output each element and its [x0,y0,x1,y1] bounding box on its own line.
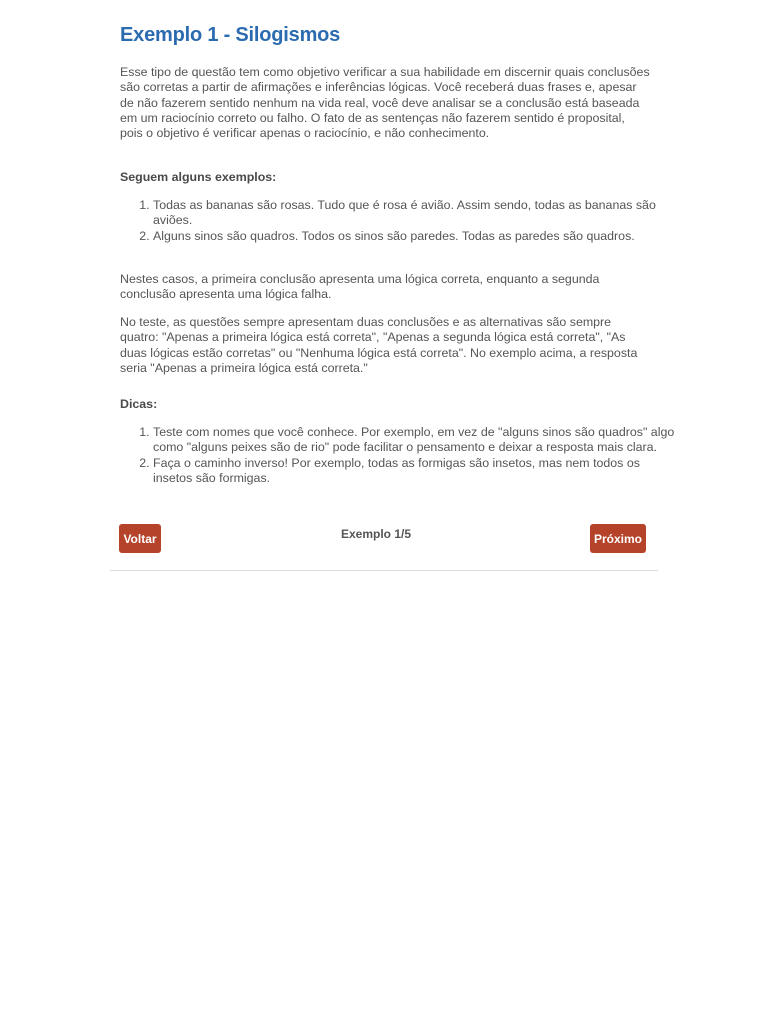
divider [110,570,658,571]
test-info-paragraph: No teste, as questões sempre apresentam duas conclusões e as alternativas são sempre quatro: "Apenas a primeira lógica está correta", "Apenas a segunda lógica está correta", "As duas lógicas estão corretas" ou "Nenhuma lógica está correta". No exemplo acima, a resposta seria "Apenas a primeira lógica está correta." [120,315,638,375]
back-button[interactable]: Voltar [119,524,161,553]
conclusion-paragraph: Nestes casos, a primeira conclusão apresenta uma lógica correta, enquanto a segunda conclusão apresenta uma lógica falha. [120,272,600,302]
examples-heading: Seguem alguns exemplos: [120,170,277,184]
page-title: Exemplo 1 - Silogismos [120,24,341,46]
example-item: 1. Todas as bananas são rosas. Tudo que é rosa é avião. Assim sendo, todas as bananas são aviões. [153,198,678,229]
tip-item: 1. Teste com nomes que você conhece. Por exemplo, em vez de "alguns sinos são quadros" algo como "alguns peixes são de rio" pode facilitar o pensamento e deixar a resposta mais clara. [153,425,678,456]
next-button[interactable]: Próximo [590,524,646,553]
example-item: 2. Alguns sinos são quadros. Todos os sinos são paredes. Todas as paredes são quadros. [153,229,678,244]
intro-paragraph: Esse tipo de questão tem como objetivo verificar a sua habilidade em discernir quais conclusões são corretas a partir de afirmações e inferências lógicas. Você receberá duas frases e, apesar de não fazerem sentido nenhum na vida real, você deve analisar se a conclusão está baseada em um raciocínio correto ou falho. O fato de as sentenças não fazerem sentido é proposital, pois o objetivo é verificar apenas o raciocínio, e não conhecimento. [120,65,650,141]
tips-heading: Dicas: [120,397,158,411]
pager-label: Exemplo 1/5 [340,527,412,541]
tip-item: 2. Faça o caminho inverso! Por exemplo, todas as formigas são insetos, mas nem todos os insetos são formigas. [153,456,678,487]
tips-list [120,425,678,486]
examples-list [120,198,678,244]
